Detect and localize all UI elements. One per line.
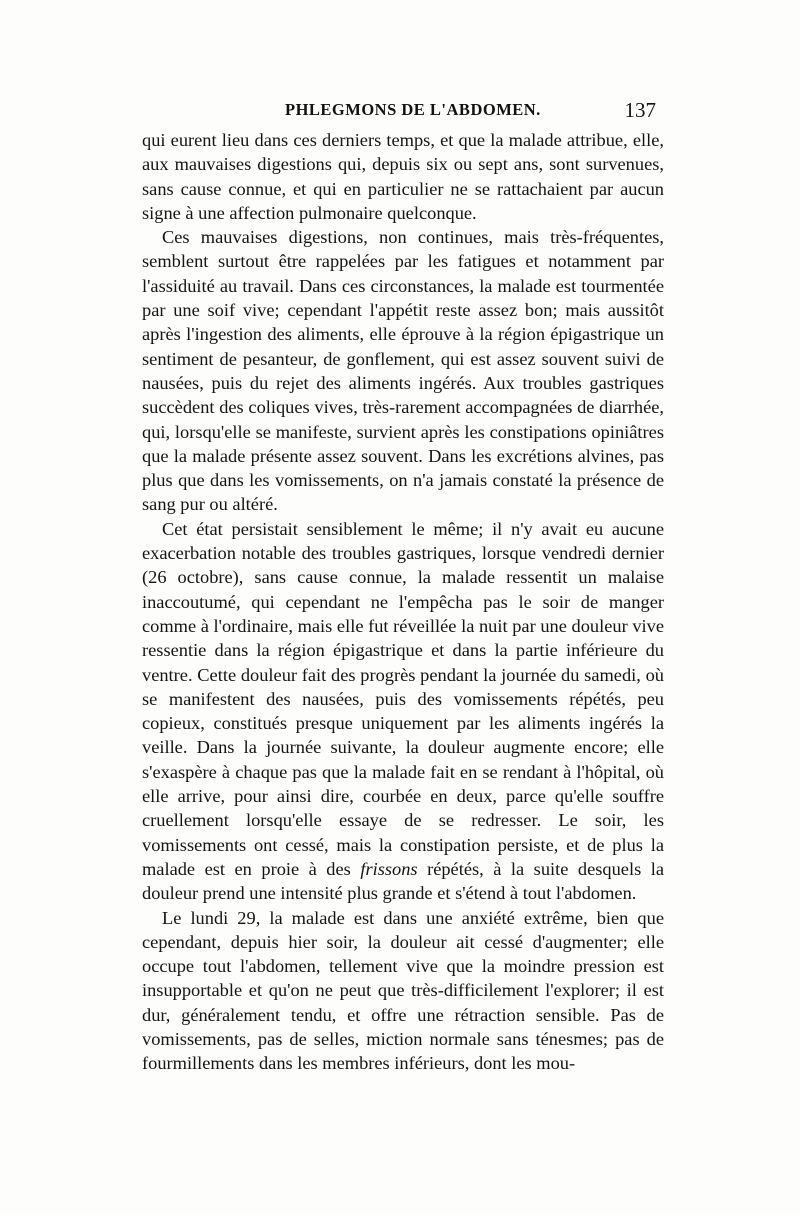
paragraph — [142, 517, 664, 906]
paragraph — [142, 128, 664, 225]
body-text — [142, 128, 664, 1076]
paragraph — [142, 906, 664, 1076]
paragraph — [142, 225, 664, 517]
paragraph-text: qui eurent lieu dans ces derniers temps, et que la malade attribue, elle, aux mauvaises digestions qui, depuis six ou sept ans, sont survenues, sans cause connue, et qui en particulier ne se rattachaient par aucun signe à une affection pulmonaire quelconque. — [142, 130, 664, 223]
paragraph-text: Ces mauvaises digestions, non continues, mais très-fréquentes, semblent surtout être rappelées par les fatigues et notamment par l'assiduité au travail. Dans ces circonstances, la malade est tourmentée par une soif vive; cependant l'appétit reste assez bon; mais aussitôt après l'ingestion des aliments, elle éprouve à la région épigastrique un sentiment de pesanteur, de gonflement, qui est assez souvent suivi de nausées, puis du rejet des aliments ingérés. Aux troubles gastriques succèdent des coliques vives, très-rarement accompagnées de diarrhée, qui, lorsqu'elle se manifeste, survient après les constipations opiniâtres que la malade présente assez souvent. Dans les excrétions alvines, pas plus que dans les vomissements, on n'a jamais constaté la présence de sang pur ou altéré. — [142, 227, 664, 515]
paragraph-text: Cet état persistait sensiblement le même; il n'y avait eu aucune exacerbation notable des troubles gastriques, lorsque vendredi dernier (26 octobre), sans cause connue, la malade ressentit un malaise inaccoutumé, qui cependant ne l'empêcha pas le soir de manger comme à l'ordinaire, mais elle fut réveillée la nuit par une douleur vive ressentie dans la région épigastrique et dans la partie inférieure du ventre. Cette douleur fait des progrès pendant la journée du samedi, où se manifestent des nausées, puis des vomissements répétés, peu copieux, constitués presque uniquement par les aliments ingérés la veille. Dans la journée suivante, la douleur augmente encore; elle s'exaspère à chaque pas que la malade fait en se rendant à l'hôpital, où elle arrive, pour ainsi dire, courbée en deux, parce qu'elle souffre cruellement lorsqu'elle essaye de se redresser. Le soir, les vomissements ont cessé, mais la constipation persiste, et de plus la malade est en proie à des — [142, 518, 664, 879]
italic-word: frissons — [360, 858, 418, 879]
paragraph-text-continued: répétés, à la suite desquels la douleur prend une intensité plus grande et s'étend à tout l'abdomen. — [142, 858, 664, 904]
running-title: PHLEGMONS DE L'ABDOMEN. — [285, 100, 541, 119]
page-header — [140, 98, 670, 128]
page-number: 137 — [624, 98, 656, 122]
paragraph-text: Le lundi 29, la malade est dans une anxiété extrême, bien que cependant, depuis hier soir, la douleur ait cessé d'augmenter; elle occupe tout l'abdomen, tellement vive que la moindre pression est insupportable et qu'on ne peut que très-difficilement l'explorer; il est dur, généralement tendu, et offre une rétraction sensible. Pas de vomissements, pas de selles, miction normale sans ténesmes; pas de fourmillements dans les membres inférieurs, dont les mou- — [142, 907, 664, 1074]
